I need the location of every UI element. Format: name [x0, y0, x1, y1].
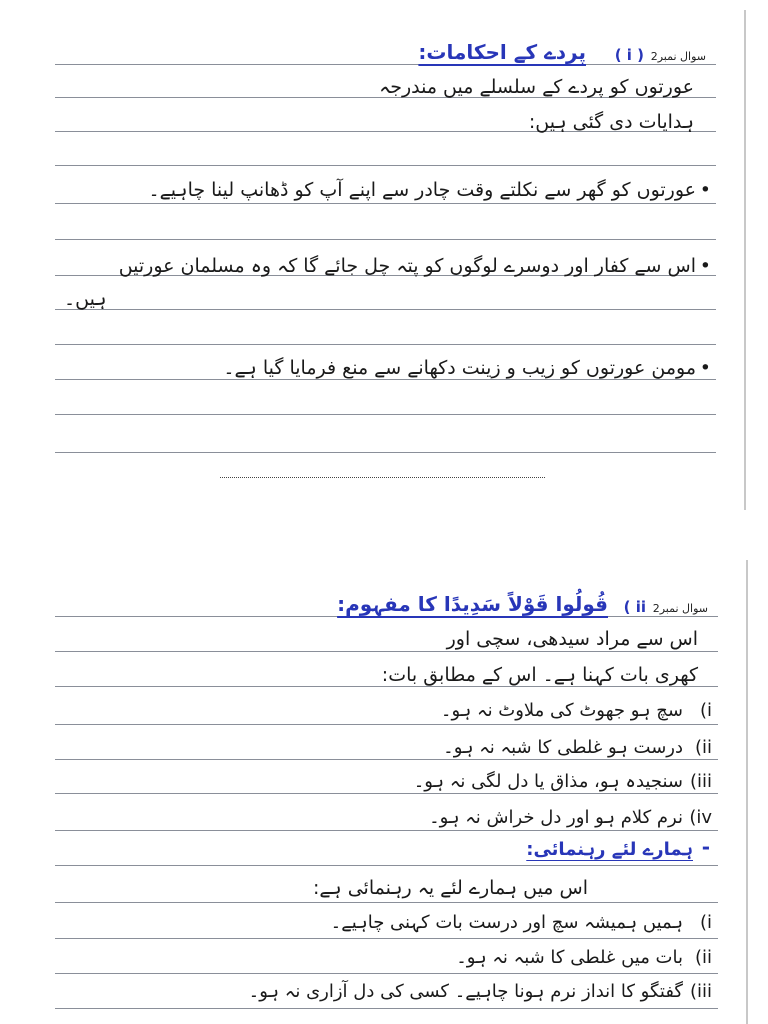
text-line: عورتوں کو گھر سے نکلتے وقت چادر سے اپنے آپ کو ڈھانپ لینا چاہیے۔ — [148, 179, 696, 201]
point-marker: i) — [699, 912, 712, 933]
ruled-line — [55, 452, 716, 453]
page-edge — [744, 10, 746, 510]
text-line: مومن عورتوں کو زیب و زینت دکھانے سے منع فرمایا گیا ہے۔ — [223, 357, 696, 379]
page-edge — [746, 560, 748, 1024]
notebook-page-2 — [0, 560, 758, 1024]
ruled-line — [55, 414, 716, 415]
question-label: سوال نمبر2 — [652, 602, 708, 615]
ruled-line — [55, 830, 718, 831]
point-marker: iii) — [689, 771, 712, 792]
ruled-line — [55, 203, 716, 204]
question-number: ( ii — [623, 598, 646, 616]
ruled-line — [55, 686, 718, 687]
point-text: بات میں غلطی کا شبہ نہ ہو۔ — [456, 947, 683, 968]
ruled-line — [55, 724, 718, 725]
bullet-marker: • — [699, 357, 711, 379]
point-marker: iii) — [689, 981, 712, 1002]
point-text: سچ ہو جھوٹ کی ملاوٹ نہ ہو۔ — [440, 700, 683, 721]
text-line: کھری بات کہنا ہے۔ اس کے مطابق بات: — [381, 664, 698, 686]
ruled-line — [55, 759, 718, 760]
text-line: اس سے کفار اور دوسرے لوگوں کو پتہ چل جائے گا کہ وہ مسلمان عورتیں — [118, 255, 696, 277]
ruled-line — [55, 793, 718, 794]
ruled-line — [55, 64, 716, 65]
question-label: سوال نمبر2 — [650, 50, 706, 63]
point-marker: iv) — [689, 807, 712, 828]
point-text: سنجیدہ ہو، مذاق یا دل لگی نہ ہو۔ — [413, 771, 683, 792]
subheading-dash: - — [701, 835, 710, 859]
point-marker: ii) — [694, 737, 712, 758]
subheading: ہمارے لئے رہنمائی: — [526, 839, 693, 860]
point-text: نرم کلام ہو اور دل خراش نہ ہو۔ — [429, 807, 683, 828]
ruled-line — [55, 239, 716, 240]
ruled-line — [55, 165, 716, 166]
ruled-line — [55, 938, 718, 939]
point-marker: ii) — [694, 947, 712, 968]
question-number: ( i ) — [614, 46, 644, 64]
text-line: عورتوں کو پردے کے سلسلے میں مندرجہ — [379, 76, 694, 98]
ruled-line — [55, 973, 718, 974]
ruled-line — [55, 616, 718, 617]
text-line: اس سے مراد سیدھی، سچی اور — [446, 628, 698, 650]
point-text: ہمیں ہمیشہ سچ اور درست بات کہنی چاہیے۔ — [330, 912, 683, 933]
point-text: درست ہو غلطی کا شبہ نہ ہو۔ — [443, 737, 683, 758]
point-marker: i) — [699, 700, 712, 721]
section-heading: پردے کے احکامات: — [418, 40, 586, 64]
point-text: گفتگو کا انداز نرم ہونا چاہیے۔ کسی کی دل آزاری نہ ہو۔ — [248, 981, 683, 1002]
dotted-separator — [220, 477, 545, 478]
ruled-line — [55, 902, 718, 903]
ruled-line — [55, 344, 716, 345]
ruled-line — [55, 865, 718, 866]
page-gap — [0, 525, 768, 560]
text-line: ہدایات دی گئی ہیں: — [528, 111, 694, 133]
text-line: اس میں ہمارے لئے یہ رہنمائی ہے: — [313, 877, 588, 899]
ruled-line — [55, 309, 716, 310]
section-heading: قُولُوا قَوْلاً سَدِيدًا کا مفہوم: — [337, 592, 608, 616]
text-line: ہیں۔ — [64, 288, 107, 310]
ruled-line — [55, 1008, 718, 1009]
ruled-line — [55, 651, 718, 652]
bullet-marker: • — [699, 179, 711, 201]
ruled-line — [55, 379, 716, 380]
bullet-marker: • — [699, 255, 711, 277]
